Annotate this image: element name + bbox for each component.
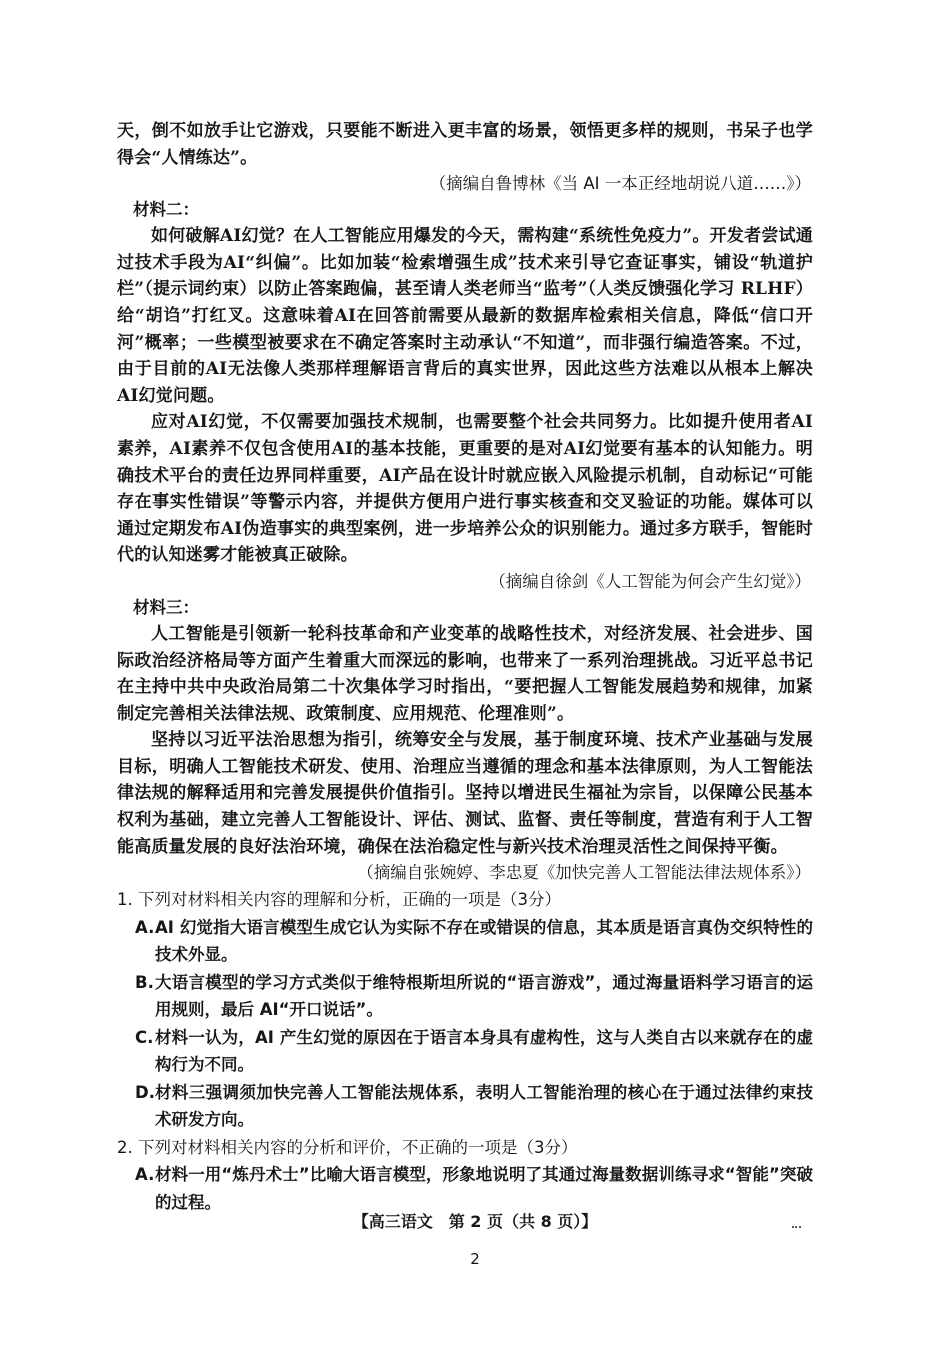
page-number: 2 bbox=[470, 1250, 480, 1268]
question2-option-a bbox=[117, 1161, 813, 1216]
material2-heading: 材料二： bbox=[133, 200, 199, 220]
question1-option-c bbox=[117, 1024, 813, 1079]
question1-option-b bbox=[117, 969, 813, 1024]
question2-stem: 2. 下列对材料相关内容的分析和评价，不正确的一项是（3分） bbox=[117, 1137, 578, 1157]
scan-mark bbox=[792, 1226, 801, 1230]
page-footer: 【高三语文 第 2 页（共 8 页）】 bbox=[352, 1212, 598, 1231]
option-letter: A. bbox=[135, 917, 155, 937]
question1-option-d bbox=[117, 1079, 813, 1134]
material3-paragraph-2: 坚持以习近平法治思想为指引，统筹安全与发展，基于制度环境、技术产业基础与发展目标，明确人工智能技术研发、使用、治理应当遵循的理念和基本法律原则，为人工智能法律法规的解释适用和完善发展提供价值指引。坚持以增进民生福祉为宗旨，以保障公民基本权利为基础，建立完善人工智能设计、评估、测试、监督、责任等制度，营造有利于人工智能高质量发展的良好法治环境，确保在法治稳定性与新兴技术治理灵活性之间保持平衡。 bbox=[117, 730, 813, 857]
material1-tail-paragraph: 天，倒不如放手让它游戏，只要能不断进入更丰富的场景，领悟更多样的规则，书呆子也学得会“人情练达”。 bbox=[117, 121, 813, 168]
option-text: 材料一认为，AI 产生幻觉的原因在于语言本身具有虚构性，这与人类自古以来就存在的虚构行为不同。 bbox=[155, 1027, 813, 1075]
option-letter: A. bbox=[135, 1165, 155, 1185]
option-letter: C. bbox=[135, 1027, 154, 1047]
question1-option-a bbox=[117, 914, 813, 969]
material3-heading: 材料三： bbox=[133, 597, 199, 617]
option-text: 材料一用“炼丹术士”比喻大语言模型，形象地说明了其通过海量数据训练寻求“智能”突破的过程。 bbox=[155, 1165, 813, 1212]
option-letter: B. bbox=[135, 972, 154, 992]
material2-paragraph-1: 如何破解AI幻觉？在人工智能应用爆发的今天，需构建“系统性免疫力”。开发者尝试通过技术手段为AI“纠偏”。比如加装“检索增强生成”技术来引导它查证事实，铺设“轨道护栏”（提示词约束）以防止答案跑偏，甚至请人类老师当“监考”（人类反馈强化学习 RLHF）给“胡诌”打红叉。这意味着AI在回答前需要从最新的数据库检索相关信息，降低“信口开河”概率；一些模型被要求在不确定答案时主动承认“不知道”，而非强行编造答案。不过，由于目前的AI无法像人类那样理解语言背后的真实世界，因此这些方法难以从根本上解决AI幻觉问题。 bbox=[117, 226, 813, 406]
page-content bbox=[117, 118, 813, 1216]
option-text: 大语言模型的学习方式类似于维特根斯坦所说的“语言游戏”，通过海量语料学习语言的运用规则，最后 AI“开口说话”。 bbox=[155, 972, 813, 1020]
question1-stem: 1. 下列对材料相关内容的理解和分析，正确的一项是（3分） bbox=[117, 890, 561, 910]
material3-source: （摘编自张婉婷、李忠夏《加快完善人工智能法律法规体系》） bbox=[357, 863, 811, 883]
option-letter: D. bbox=[135, 1082, 155, 1102]
material2-source: （摘编自徐剑《人工智能为何会产生幻觉》） bbox=[489, 571, 811, 591]
material3-paragraph-1: 人工智能是引领新一轮科技革命和产业变革的战略性技术，对经济发展、社会进步、国际政治经济格局等方面产生着重大而深远的影响，也带来了一系列治理挑战。习近平总书记在主持中共中央政治局第二十次集体学习时指出，“要把握人工智能发展趋势和规律，加紧制定完善相关法律法规、政策制度、应用规范、伦理准则”。 bbox=[117, 623, 813, 724]
option-text: AI 幻觉指大语言模型生成它认为实际不存在或错误的信息，其本质是语言真伪交织特性的技术外显。 bbox=[155, 917, 813, 965]
material2-paragraph-2: 应对AI幻觉，不仅需要加强技术规制，也需要整个社会共同努力。比如提升使用者AI素养，AI素养不仅包含使用AI的基本技能，更重要的是对AI幻觉要有基本的认知能力。明确技术平台的责任边界同样重要，AI产品在设计时就应嵌入风险提示机制，自动标记“可能存在事实性错误”等警示内容，并提供方便用户进行事实核查和交叉验证的功能。媒体可以通过定期发布AI伪造事实的典型案例，进一步培养公众的识别能力。通过多方联手，智能时代的认知迷雾才能被真正破除。 bbox=[117, 412, 813, 566]
material1-source: （摘编自鲁博林《当 AI 一本正经地胡说八道……》） bbox=[429, 174, 811, 194]
option-text: 材料三强调须加快完善人工智能法规体系，表明人工智能治理的核心在于通过法律约束技术研发方向。 bbox=[155, 1082, 813, 1130]
